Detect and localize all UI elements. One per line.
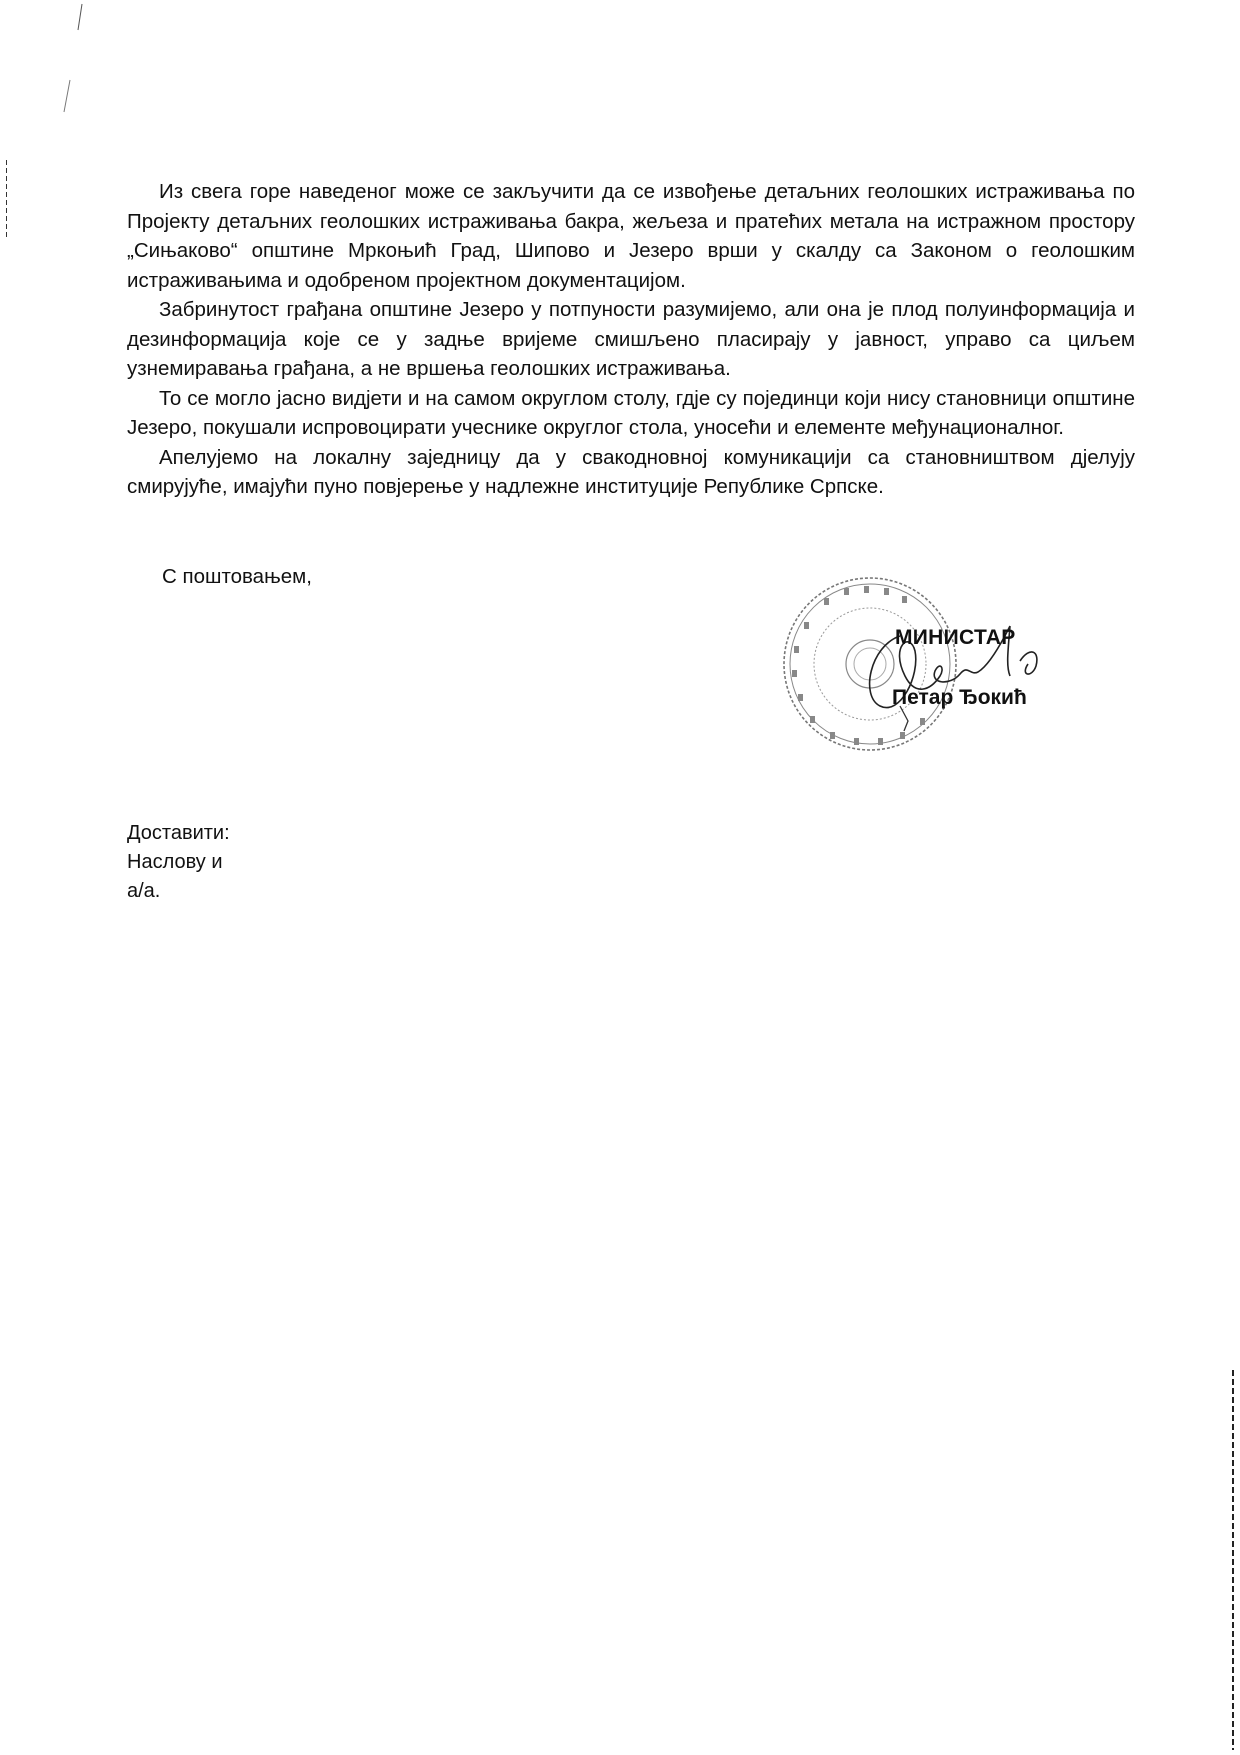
delivery-list [127, 819, 230, 906]
delivery-line: а/а. [127, 880, 161, 902]
paragraph-appeal: Апелујемо на локалну заједницу да у свакодновној комуникацији са становништвом дјелују смирујуће, имајући пуно повјерење у надлежне институције Републике Српске. [127, 445, 1135, 498]
letter-body [127, 177, 1135, 502]
paragraph-conclusion: Из свега горе наведеног може се закључити да се извођење детаљних геолошких истраживања по Пројекту детаљних геолошких истраживања бакра, жељеза и пратећих метала на истражном простору „Сињаково“ општине Мркоњић Град, Шипово и Језеро врши у скалду са Законом о геолошким истраживањима и одобреном пројектном документацијом. [127, 180, 1135, 292]
delivery-heading: Доставити: [127, 822, 230, 844]
scan-edge-mark-right [1232, 1370, 1234, 1750]
signatory-title: МИНИСТАР [895, 626, 1016, 649]
delivery-line: Наслову и [127, 851, 223, 873]
signatory-name: Петар Ђокић [892, 686, 1027, 709]
scan-edge-mark-left [6, 160, 7, 240]
paragraph-round-table: То се могло јасно видјети и на самом округлом столу, гдје су појединци који нису становници општине Језеро, покушали испровоцирати учеснике округлог стола, уносећи и елементе међунационалног. [127, 386, 1135, 439]
closing-salutation: С поштовањем, [162, 565, 312, 588]
scan-artifact-marks [60, 0, 100, 120]
paragraph-concern: Забринутост грађана општине Језеро у потпуности разумијемо, али она је плод полуинформација и дезинформација које се у задње вријеме смишљено пласирају у јавност, управо са циљем узнемиравања грађана, а не вршења геолошких истраживања. [127, 298, 1135, 380]
signature-block [780, 560, 1080, 780]
